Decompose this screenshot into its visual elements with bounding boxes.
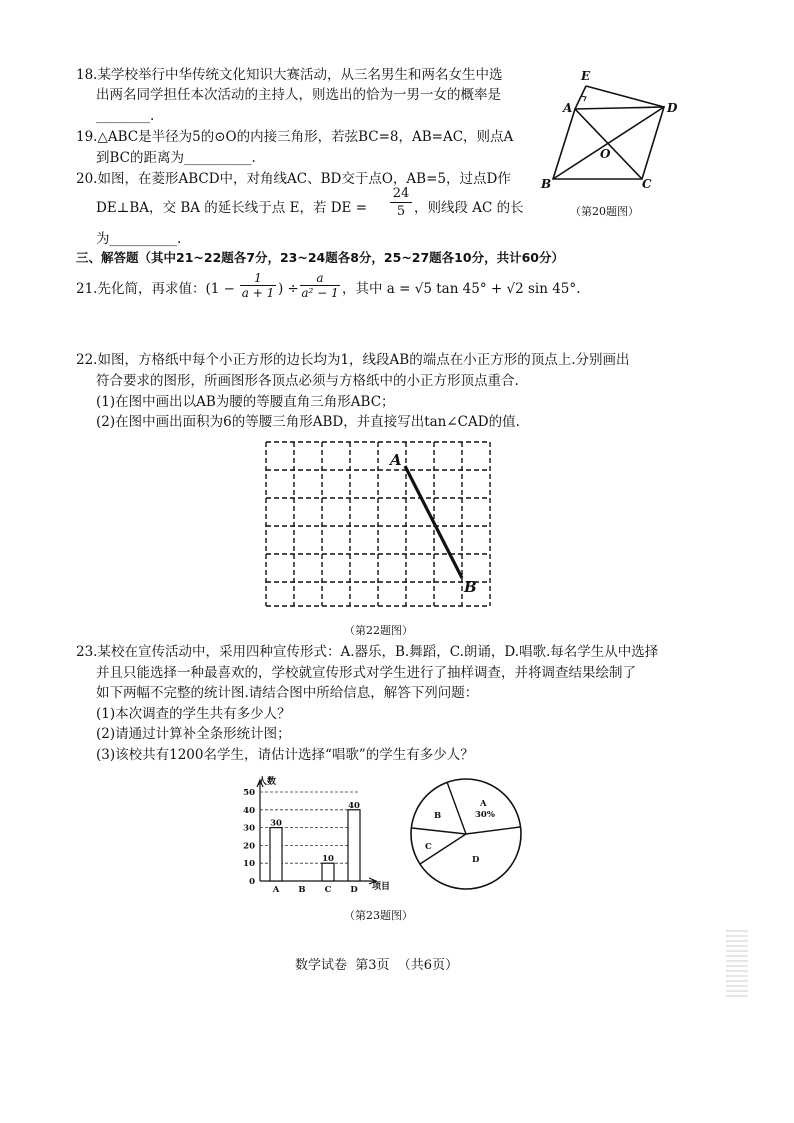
q23-line2: 并且只能选择一种最喜欢的，学校就宣传形式对学生进行了抽样调查，并将调查结果绘制了 [96,665,636,681]
pie-divider-bc [412,828,466,834]
q21-fraction-2 [300,271,340,300]
label-d: D [667,101,678,115]
y-tick-label: 30 [243,823,255,834]
q20-fraction [390,186,412,219]
q19-line1: 19.△ABC是半径为5的⊙O的内接三角形，若弦BC=8，AB=AC，则点A [76,129,514,145]
q22-line4: (2)在图中画出面积为6的等腰三角形ABD，并直接写出tan∠CAD的值. [96,414,520,430]
diagonal-ac [575,109,642,179]
q23-caption: （第23题图） [344,909,413,922]
q20-line1: 20.如图，在菱形ABCD中，对角线AC、BD交于点O，AB=5，过点D作 [76,171,511,187]
grid-label-b: B [464,578,477,596]
scan-artifact [726,930,748,998]
label-b: B [541,177,552,191]
q20-frac-num: 24 [392,186,410,201]
y-tick-label: 20 [243,841,255,852]
q20-figure [538,68,688,218]
q20-frac-bar [390,202,412,203]
q20-frac-den: 5 [396,204,406,219]
label-e: E [581,69,591,83]
q21-fraction-1 [240,271,276,300]
q23-bar-chart [236,772,396,892]
q19-line2: 到BC的距离为__________. [96,150,256,166]
q22-line3: (1)在图中画出以AB为腰的等腰直角三角形ABC； [96,394,395,410]
y-tick-label: 10 [243,859,255,870]
bar-data-label: 30 [270,818,282,829]
diagonal-bd [553,107,664,179]
pie-divider-ab [447,782,466,834]
q23-line3: 如下两幅不完整的统计图.请结合图中所给信息，解答下列问题： [96,685,479,701]
label-c: C [642,177,652,191]
q20-caption: （第20题图） [570,205,639,218]
segment-ed [586,86,664,107]
q22-line1: 22.如图，方格纸中每个小正方形的边长均为1，线段AB的端点在小正方形的顶点上.分别画出 [76,352,630,368]
x-tick-label: B [298,885,306,892]
q23-line5: (2)请通过计算补全条形统计图； [96,726,291,742]
q20-line2a: DE⊥BA，交 BA 的延长线于点 E，若 DE = [96,200,368,216]
q22-line2: 符合要求的图形，所画图形各顶点必须与方格纸中的小正方形顶点重合. [96,373,519,389]
q22-caption: （第22题图） [344,624,413,637]
segment-ea [575,86,586,109]
x-tick-label: D [350,885,358,892]
bar-C [322,863,334,881]
pie-label-a-pct: 30% [475,810,495,820]
q23-line6: (3)该校共有1200名学生，请估计选择“唱歌”的学生有多少人？ [96,747,474,763]
bar-data-label: 10 [322,854,334,865]
q21-prefix: 21.先化简，再求值：(1 − [76,281,235,297]
q21-mid: ) ÷ [278,281,299,297]
pie-divider-ad [466,827,520,834]
q23-line1: 23.某校在宣传活动中，采用四种宣传形式：A.器乐，B.舞蹈，C.朗诵，D.唱歌.每名学生从中选择 [76,644,659,660]
q20-line2b: ，则线段 AC 的长 [414,200,524,216]
x-tick-label: C [324,885,332,892]
right-angle-mark [581,96,586,101]
bar-A [270,828,282,881]
pie-label-c: C [425,842,432,852]
label-o: O [600,147,611,161]
q23-pie-chart [404,772,528,896]
q21-f1-den: a + 1 [241,286,275,300]
bar-D [348,810,360,881]
label-a: A [563,101,573,115]
bar-ylabel: 人数 [258,777,277,787]
y-tick-label: 0 [249,877,255,887]
x-tick-label: A [272,885,280,892]
y-tick-label: 40 [243,805,255,816]
page-footer: 数学试卷 第3页 （共6页） [295,958,459,973]
q22-grid-figure [262,438,502,612]
q20-line3: 为__________. [96,231,182,247]
q18-line2: 出两名同学担任本次活动的主持人，则选出的恰为一男一女的概率是 [96,87,501,103]
pie-label-a: A [480,799,487,809]
q21-f2-num: a [316,271,324,285]
section3-heading: 三、解答题（其中21~22题各7分，23~24题各8分，25~27题各10分，共计60分） [76,250,564,265]
dashed-grid [266,442,490,606]
q23-line4: (1)本次调查的学生共有多少人？ [96,706,291,722]
bar-data-label: 40 [348,800,360,811]
pie-label-d: D [472,855,480,865]
q21-suffix: ，其中 a = √5 tan 45° + √2 sin 45°. [342,281,581,297]
pie-label-b: B [434,811,442,821]
q18-line3: ________. [96,108,155,124]
y-tick-label: 50 [243,788,255,798]
grid-label-a: A [390,451,402,469]
q21-f1-num: 1 [254,271,262,285]
bar-xlabel: 项目 [372,882,391,892]
q18-line1: 18.某学校举行中华传统文化知识大赛活动，从三名男生和两名女生中选 [76,67,503,83]
q21-f2-den: a² − 1 [301,286,339,300]
